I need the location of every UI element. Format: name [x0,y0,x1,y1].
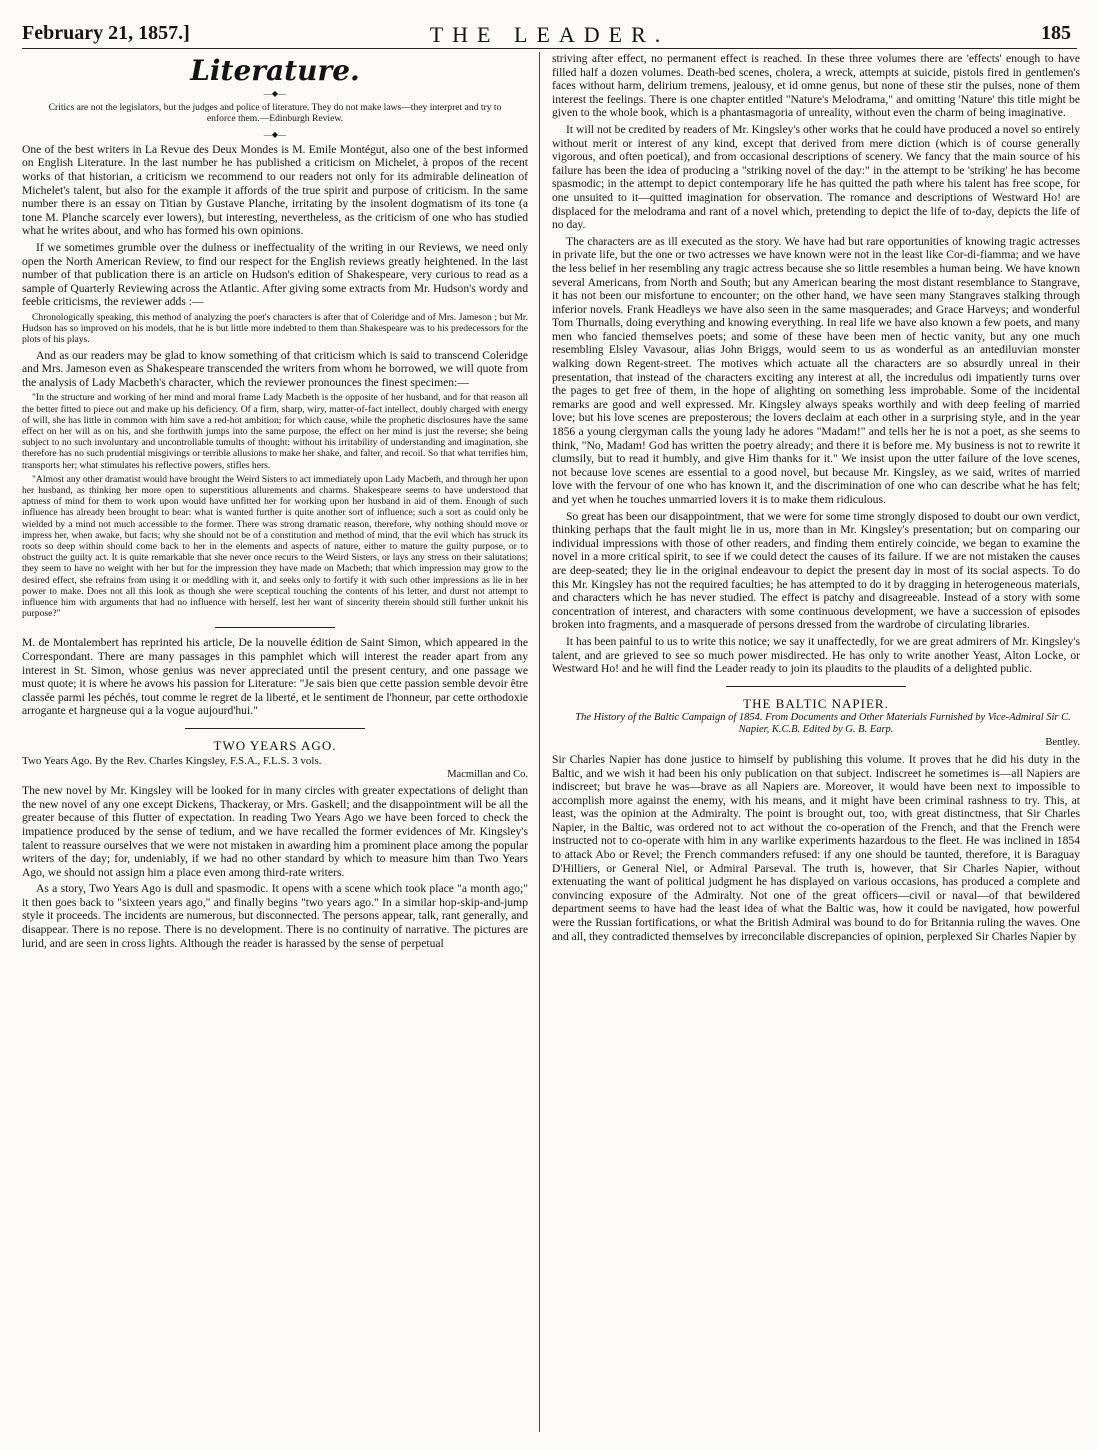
left-column [22,52,528,1442]
ornament-top: —◆— [263,89,287,98]
review-publisher: Macmillan and Co. [447,768,528,780]
section-title: Literature. [190,54,360,87]
review-title: THE BALTIC NAPIER. [743,695,889,711]
epigraph: Critics are not the legislators, but the judges and police of literature. They do not make laws—they interpret and try to enforce them.—Edinburgh Review. [48,102,502,125]
review-meta: The History of the Baltic Campaign of 1854. From Documents and Other Materials Furnished by Vice-Admiral Sir C. Napier, K.C.B. Edited by G. B. Earp. [575,712,1071,736]
review-title: TWO YEARS AGO. [213,737,337,753]
paragraph: And as our readers may be glad to know something of that criticism which is said to transcend Coleridge and Mrs. Jameson even as Shakespeare transcended the writers from whom he borrowed, we will quote from the analysis of Lady Macbeth's character, which the reviewer pronounces the finest specimen:— [22,348,528,389]
paragraph: striving after effect, no permanent effect is reached. In these three volumes there are 'effects' enough to have filled half a dozen volumes. Death-bed scenes, cholera, a wreck, attempts at suicide, pistols fired in gentlemen's faces without harm, delirium tremens, jealousy, et id omne genus, but none of these stir the pulses, none of them interest the feelings. There is one chapter entitled "Nature's Melodrama," and omitting 'Nature' this title might be given to the whole book, which is a phantasmagoria of unreality, without even the charm of being imaginative. [552,52,1080,120]
paragraph: The characters are as ill executed as the story. We have had but rare opportunities of knowing tragic actresses in private life, but the one or two actresses we have known were not in the least like Cor-di-fiamma; and we have the less belief in her resembling any tragic actress because she so little resembles a human being. We have known several Americans, from North and South; but any American bearing the most distant resemblance to Stangrave, it has not been our misfortune to encounter; on the other hand, we have seen many Stangraves stalking through inferior novels. Frank Headleys we have also seen in the same masquerades; and Grace Harveys; and wonderful Tom Thurnalls, doing everything and knowing everything. In real life we have also known a few poets, and many men who fancied themselves poets; and some of these have been men of hectic vanity, but any one much resembling Elsley Vavasour, alias John Briggs, would seem to us as wonderful as an antediluvian monster walking down Regent-street. The motives which actuate all the characters are so absurdly unreal in their presentation, that instead of the characters exciting any interest at all, the incredulus odi impatiently turns over the pages to get free of them, in the hope of alighting on something less improbable. Some of the incidental remarks are good and well expressed. Mr. Kingsley always speaks worthily and with deep feeling of married love; but his love scenes are preposterous; the lovers declaim at each other in a surprising style, and in the year 1856 a young clergyman calls the young lady he adores "Madam!" and tells her he is not a poet, as she seems to think, "No, Madam! God has written the poetry already; and there it is before me. My business is not to rewrite it clumsily, but to read it humbly, and give Him thanks for it." We insist upon the utter failure of the love scenes, not because love scenes are essential to a good novel, but because Mr. Kingsley, as we said, writes of married love with the fervour of one who has known it, and the discrimination of one who can describe what he has felt; and yet when he touches unmarried lovers it is to make them ridiculous. [552,234,1080,506]
quotation: "In the structure and working of her mind and moral frame Lady Macbeth is the opposite of her husband, and for that reason all the better fitted to piece out and make up his deficiency. Of a firm, sharp, wiry, matter-of-fact intellect, doubly charged with energy of will, she has little in common with him save a red-hot ambition; for which cause, while the prophetic disclosures have the same effect on her will as on his, and she forthwith jumps into the same purpose, the effect on her mind is just the reverse; she being subject to no such involuntary and uncontrollable tumults of thought: without his irritability of understanding and imagination, she therefore has no such prudential misgivings or terrible allusions to make her shake, and falter, and recoil. So that what terrifies him, transports her; what stimulates his reflective powers, stifles hers. [22,392,528,471]
ornament-bottom: —◆— [263,129,287,139]
newspaper-title: THE LEADER. [429,22,670,47]
paragraph: As a story, Two Years Ago is dull and spasmodic. It opens with a scene which took place "a month ago;" it then goes back to "sixteen years ago," and finally begins "two years ago." In a similar hop-skip-and-jump style it proceeds. The incidents are numerous, but disconnected. The persons appear, talk, rant generally, and disappear. There is no repose. There is no development. There is no continuity of narrative. The pictures are lurid, and are seen in cross lights. Although the reader is harassed by the sense of perpetual [22,882,528,950]
issue-date: February 21, 1857.] [22,22,190,44]
right-column [552,52,1080,1442]
review-publisher: Bentley. [1045,737,1080,749]
divider-rule [215,627,335,628]
paragraph: It will not be credited by readers of Mr. Kingsley's other works that he could have produced a novel so entirely without merit or interest of any kind, except that derived from mere diction (which is of course generally vigorous, and often poetical), and from occasional descriptions of scenery. We fancy that the main source of his failure has been the idea of producing a "striking novel of the day:" in the attempt to be 'striking' he has become spasmodic; in the attempt to depict contemporary life he has quitted the path where his talent has free scope, for one unsuited to it—quitted imagination for observation. The romance and descriptions of Westward Ho! are displaced for the melodrama and rant of a novel which, pretending to depict the life of to-day, depicts the life of no day. [552,122,1080,232]
quotation: Chronologically speaking, this method of analyzing the poet's characters is after that of Coleridge and of Mrs. Jameson ; but Mr. Hudson has so improved on his models, that he is but little more indebted to them than Shakespeare was to his predecessors for the plots of his plays. [22,311,528,346]
masthead [22,20,1077,49]
paragraph: It has been painful to us to write this notice; we say it unaffectedly, for we are great admirers of Mr. Kingsley's talent, and are grieved to see so much power misdirected. He has only to write another Yeast, Alton Locke, or Westward Ho! and he will find the Leader ready to join its plaudits to the plaudits of a delighted public. [552,634,1080,676]
quotation: "Almost any other dramatist would have brought the Weird Sisters to act immediately upon Lady Macbeth, and through her upon her husband, as thinking her more open to superstitious allurements and charms. Shakespeare seems to have understood that aptness of mind for them to work upon would have unfitted her for working upon her husband in aid of them. Enough of such influence has already been brought to bear: what is wanted further is quite another sort of influence; such a sort as could only be wielded by a mind not much accessible to the former. There was strong dramatic reason, therefore, why nothing should move or impress her, when awake, but facts; why she should not be of a constitution and method of mind, that the evil which has struck its roots so deep within should come back to her in the elements and aspects of nature, either to mature the guilty purpose, or to obstruct the guilty act. It is quite remarkable that she never once recurs to the Weird Sisters, or lays any stress on their salutations; they seem to have no weight with her but for the impression they have made on Macbeth; that which impression may grow to the desired effect, she refrains from using it or meddling with it, and seeks only to fortify it with such other impressions as lie in her power to make. Does not all this look as though she were sceptical touching the contents of his letter, and durst not attempt to influence him with arguments that had no influence with herself, lest her want of sincerity therein should still further unknit his purpose?" [22,473,528,620]
paragraph: M. de Montalembert has reprinted his article, De la nouvelle édition de Saint Simon, which appeared in the Correspondant. There are many passages in this pamphlet which will interest the reader apart from any interest in St. Simon, whose genius was never appreciated until the present century, and one passage we must quote; it is where he avows his passion for Literature: "Je sais bien que cette passion semble devoir être classée parmi les péchés, tout comme le regret de la liberté, et le sentiment de l'honneur, par cette orthodoxie arrogante et hargneuse qui a la vogue aujourd'hui." [22,636,528,718]
page-number: 185 [1041,22,1071,44]
paragraph: One of the best writers in La Revue des Deux Mondes is M. Emile Montégut, also one of the best informed on English Literature. In the last number he has published a criticism on Michelet, à propos of the recent works of that historian, a criticism we recommend to our readers not only for its admirable delineation of Michelet's talent, but also for the example it affords of the true spirit and purpose of criticism. In the same number there is an essay on Titian by Gustave Planche, irritating by the insolent dogmatism of its tone (a tone M. Planche scarcely ever lowers), but interesting, nevertheless, as the criticism of one who has studied what he writes about, and who has formed his own opinions. [22,142,528,238]
paragraph: If we sometimes grumble over the dulness or ineffectuality of the writing in our Reviews, we need only open the North American Review, to find our respect for the English reviews greatly heightened. In the last number of that publication there is an article on Hudson's edition of Shakespeare, very curious to read as a sample of Quarterly Reviewing across the Atlantic. After giving some extracts from Mr. Hudson's wordy and feeble criticisms, the reviewer adds :— [22,240,528,309]
divider-rule [726,686,906,687]
paragraph: Sir Charles Napier has done justice to himself by publishing this volume. It proves that he did his duty in the Baltic, and we wish it had been his only publication on that subject. Indiscreet he sometimes is—all Napiers are indiscreet; but brave he was—brave as all Napiers are. Moreover, it would have been next to impossible to accomplish more against the enemy, with his means, and it might have been criminal rashness to try. This, at least, was the opinion at the Admiralty. The point is brought out, too, with great distinctness, that Sir Charles Napier, in the Baltic, was ordered not to act without the co-operation of the French, and that the French were instructed not to co-operate with him in any warlike experiments hazardous to the fleet. He was inclined in 1854 to attack Abo or Revel; the French commanders refused: if any one should be taunted, therefore, it is Baraguay D'Hilliers, or General Niel, or Admiral Parseval. The truth is, however, that Sir Charles Napier, without extenuating the want of political judgment he has displayed on various occasions, has produced a complete and convincing exposure of the Admiralty. Not one of the great officers—civil or naval—of that bewildered department seems to have had the least idea of what the Baltic was, how it could be navigated, how powerful were the Russian fortifications, or what the British Admiral was bound to do for Britannia ruling the waves. One and all, they contradicted themselves by irreconcilable discrepancies of opinion, perplexed Sir Charles Napier by [552,752,1080,943]
divider-rule [185,728,365,729]
column-divider [539,52,540,1432]
review-meta: Two Years Ago. By the Rev. Charles Kingsley, F.S.A., F.L.S. 3 vols. [22,754,322,767]
paragraph: So great has been our disappointment, that we were for some time strongly disposed to doubt our own verdict, thinking perhaps that the fault might lie in us, more than in Mr. Kingsley's presentation; but on comparing our individual impressions with those of other readers, and finding them entirely coincide, we began to examine the novel in a more critical spirit, to see if we could detect the causes of its failure. If we are not mistaken the causes are deep-seated; they lie in the original endeavour to depict the present day in most of its social aspects. To do this Mr. Kingsley has not the required faculties; he has attempted to do it by dragging in heterogeneous materials, and characters which he has never studied. The effect is patchy and disagreeable. Instead of a story with some concentration of interest, and characters with some continuous development, we have a succession of episodes broken into fragments, and a masquerade of persons dressed from the wardrobe of circulating libraries. [552,509,1080,632]
paragraph: The new novel by Mr. Kingsley will be looked for in many circles with greater expectations of delight than the new novel of any one except Dickens, Thackeray, or Mrs. Gaskell; and the disappointment will be all the greater because of this flutter of expectation. In reading Two Years Ago we have been forced to check the impatience produced by the sense of tedium, and we have recalled the former evidences of Mr. Kingsley's talent to reassure ourselves that we were not mistaken in awarding him a prominent place among the popular writers of the day; for, undeniably, if we had no other standard by which to measure him than Two Years Ago, we should not assign him a place even among third-rate writers. [22,784,528,879]
